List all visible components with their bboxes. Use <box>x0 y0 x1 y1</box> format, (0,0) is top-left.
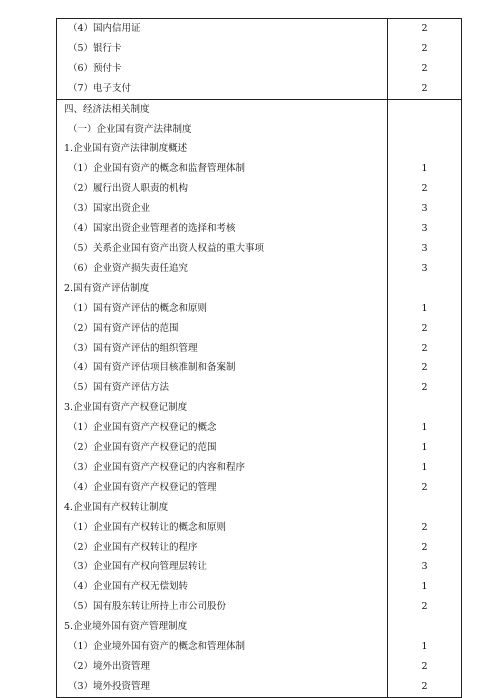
row-title: （2）履行出资人职责的机构 <box>57 179 388 199</box>
row-title: （5）国有资产评估方法 <box>57 378 388 398</box>
row-level-value: 2 <box>388 597 462 617</box>
table-row <box>57 39 462 59</box>
syllabus-table-body <box>57 19 462 698</box>
row-title: （1）企业国有产权转让的概念和原则 <box>57 518 388 538</box>
row-title: 3.企业国有资产产权登记制度 <box>57 398 388 418</box>
row-level-value: 3 <box>388 199 462 219</box>
table-row <box>57 518 462 538</box>
row-title: （7）电子支付 <box>57 79 388 99</box>
row-level-value: 2 <box>388 518 462 538</box>
row-level-value <box>388 99 462 119</box>
row-level-value: 3 <box>388 219 462 239</box>
table-row <box>57 19 462 39</box>
table-row <box>57 438 462 458</box>
row-title: （1）国有资产评估的概念和原则 <box>57 299 388 319</box>
table-row <box>57 279 462 299</box>
table-row <box>57 557 462 577</box>
row-level-value: 2 <box>388 39 462 59</box>
row-level-value: 1 <box>388 637 462 657</box>
table-row <box>57 139 462 159</box>
row-level-value: 2 <box>388 677 462 697</box>
row-level-value: 2 <box>388 538 462 558</box>
row-title: （2）企业国有产权转让的程序 <box>57 538 388 558</box>
row-title: （6）预付卡 <box>57 59 388 79</box>
table-row <box>57 59 462 79</box>
table-row <box>57 179 462 199</box>
table-row <box>57 259 462 279</box>
row-level-value: 2 <box>388 79 462 99</box>
row-title: （3）国家出资企业 <box>57 199 388 219</box>
row-level-value: 1 <box>388 299 462 319</box>
row-title: （5）关系企业国有资产出资人权益的重大事项 <box>57 239 388 259</box>
row-title: （4）国有资产评估项目核准制和备案制 <box>57 358 388 378</box>
row-level-value: 1 <box>388 418 462 438</box>
row-level-value <box>388 279 462 299</box>
row-title: （3）企业国有产权向管理层转让 <box>57 557 388 577</box>
row-title: （一）企业国有资产法律制度 <box>57 120 388 140</box>
row-title: （3）国有资产评估的组织管理 <box>57 339 388 359</box>
table-row <box>57 398 462 418</box>
table-row <box>57 478 462 498</box>
row-title: （1）企业境外国有资产的概念和管理体制 <box>57 637 388 657</box>
table-row <box>57 538 462 558</box>
table-row <box>57 99 462 119</box>
row-level-value: 2 <box>388 319 462 339</box>
row-level-value: 2 <box>388 59 462 79</box>
table-row <box>57 219 462 239</box>
row-level-value <box>388 120 462 140</box>
row-title: （4）企业国有产权无偿划转 <box>57 577 388 597</box>
row-title: （1）企业国有资产的概念和监督管理体制 <box>57 159 388 179</box>
table-row <box>57 498 462 518</box>
row-level-value <box>388 617 462 637</box>
row-level-value: 2 <box>388 19 462 39</box>
table-row <box>57 458 462 478</box>
table-row <box>57 159 462 179</box>
row-title: 四、经济法相关制度 <box>57 99 388 119</box>
row-title: （3）企业国有资产产权登记的内容和程序 <box>57 458 388 478</box>
row-title: （1）企业国有资产产权登记的概念 <box>57 418 388 438</box>
table-row <box>57 677 462 697</box>
table-row <box>57 319 462 339</box>
row-level-value: 2 <box>388 179 462 199</box>
row-level-value: 2 <box>388 358 462 378</box>
row-level-value: 3 <box>388 259 462 279</box>
row-level-value: 2 <box>388 657 462 677</box>
table-row <box>57 79 462 99</box>
table-row <box>57 637 462 657</box>
row-level-value: 2 <box>388 478 462 498</box>
row-level-value: 1 <box>388 159 462 179</box>
row-level-value: 1 <box>388 438 462 458</box>
row-level-value <box>388 498 462 518</box>
row-level-value: 3 <box>388 239 462 259</box>
row-title: 5.企业境外国有资产管理制度 <box>57 617 388 637</box>
row-title: （3）境外投资管理 <box>57 677 388 697</box>
row-title: （4）国家出资企业管理者的选择和考核 <box>57 219 388 239</box>
row-title: （5）银行卡 <box>57 39 388 59</box>
row-title: （4）企业国有资产产权登记的管理 <box>57 478 388 498</box>
table-row <box>57 418 462 438</box>
table-row <box>57 577 462 597</box>
syllabus-table <box>56 18 462 698</box>
table-row <box>57 358 462 378</box>
table-row <box>57 597 462 617</box>
row-title: （2）企业国有资产产权登记的范围 <box>57 438 388 458</box>
table-row <box>57 299 462 319</box>
row-title: 1.企业国有资产法律制度概述 <box>57 139 388 159</box>
row-title: （5）国有股东转让所持上市公司股份 <box>57 597 388 617</box>
row-level-value <box>388 398 462 418</box>
row-level-value: 1 <box>388 577 462 597</box>
row-title: 4.企业国有产权转让制度 <box>57 498 388 518</box>
row-level-value: 2 <box>388 339 462 359</box>
row-level-value: 3 <box>388 557 462 577</box>
table-row <box>57 239 462 259</box>
row-title: （4）国内信用证 <box>57 19 388 39</box>
table-row <box>57 339 462 359</box>
row-title: （2）国有资产评估的范围 <box>57 319 388 339</box>
table-row <box>57 378 462 398</box>
table-row <box>57 120 462 140</box>
table-row <box>57 657 462 677</box>
row-level-value <box>388 139 462 159</box>
row-title: （2）境外出资管理 <box>57 657 388 677</box>
table-row <box>57 617 462 637</box>
row-title: 2.国有资产评估制度 <box>57 279 388 299</box>
row-level-value: 2 <box>388 378 462 398</box>
table-row <box>57 199 462 219</box>
row-title: （6）企业资产损失责任追究 <box>57 259 388 279</box>
row-level-value: 1 <box>388 458 462 478</box>
